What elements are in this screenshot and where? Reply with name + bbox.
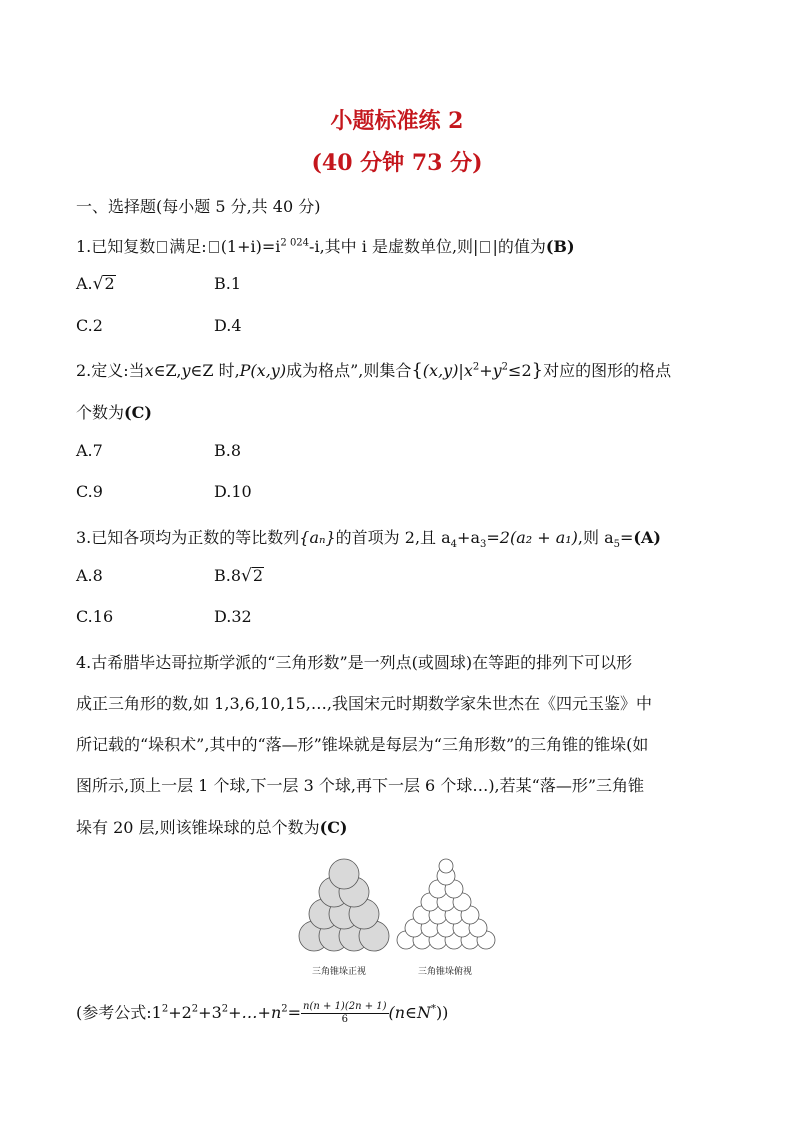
q3-text: 3.已知各项均为正数的等比数列 [76,528,300,547]
q2-option-a: A.7 [76,441,103,460]
formula-text: +2 [168,1003,192,1022]
ball-icon [329,859,359,889]
q3-option-b [214,566,264,586]
question-3 [76,525,661,551]
q3-option-d: D.32 [214,607,252,626]
q2-text: ∈Z 时, [190,361,240,380]
question-2-cont [76,400,152,423]
q2-answer: (C) [124,403,152,422]
formula-text: (n∈N [388,1003,431,1022]
q1-option-a-label: A. [76,274,93,293]
q2-set: +y [479,361,502,380]
fraction-numerator: n(n + 1)(2n + 1) [303,1001,387,1012]
q1-text: 满足: [169,237,207,256]
placeholder-box-icon [209,241,219,253]
formula-sup: * [430,1003,436,1015]
caption-front-view: 三角锥垛正视 [312,967,367,977]
q2-sup: 2 [501,361,509,373]
fraction-denominator: 6 [341,1014,348,1025]
top-view-pyramid [397,859,495,949]
sqrt-icon: √ [241,566,252,586]
q1-text: 的值为 [497,237,546,256]
q3-text: ,则 a [577,528,614,547]
q4-answer: (C) [319,818,348,837]
q2-sup: 2 [472,361,480,373]
q3-seq: {aₙ} [299,528,336,547]
q1-option-a-radicand: 2 [104,274,115,293]
q3-option-a: A.8 [76,566,103,585]
q1-answer: (B) [545,237,575,256]
front-view-pyramid [299,859,389,951]
page-title: 小题标准练 2 [330,108,464,134]
q3-option-b-radicand: 2 [252,566,264,585]
q2-text: 个数为 [76,403,125,422]
q2-var: y [181,361,191,380]
q1-option-c: C.2 [76,316,103,335]
placeholder-box-icon [157,241,167,253]
q2-set: ≤2 [508,361,532,380]
q1-text: -i,其中 i 是虚数单位,则 [309,237,474,256]
pyramid-illustration [294,858,510,958]
question-4-line-2: 成正三角形的数,如 1,3,6,10,15,…,我国宋元时期数学家朱世杰在《四元玉鉴》中 [76,694,652,713]
sqrt-icon: √ [92,274,104,294]
formula-text: +3 [198,1003,222,1022]
q2-text: 对应的图形的格点 [543,361,672,380]
q3-sub: 5 [613,539,621,551]
question-4-line-4: 图所示,顶上一层 1 个球,下一层 3 个球,再下一层 6 个球…),若某“落—形”三角锥 [76,776,645,795]
formula-sup: 2 [221,1003,229,1015]
q4-text: 垛有 20 层,则该锥垛球的总个数为 [76,818,320,837]
q1-text: 1.已知复数 [76,237,156,256]
caption-top-view: 三角锥垛俯视 [418,967,473,977]
q2-brace: } [531,360,544,381]
q2-text: 2.定义:当 [76,361,145,380]
question-1: 1.已知复数 满足: $(1+i)=i^{2 024}-i$,其中 i 是虚数单位,则| |的值为(B) [76,237,575,256]
q2-brace: { [411,360,423,381]
q3-sub: 4 [450,539,458,551]
q3-text: +a [457,528,480,547]
q3-expr: =2(a₂ + a₁) [486,528,578,547]
q3-text: 的首项为 2,且 a [335,528,451,547]
q2-text: ∈Z, [153,361,182,380]
q3-text: = [620,528,634,547]
formula-text: )) [435,1003,449,1022]
question-4-line-1: 4.古希腊毕达哥拉斯学派的“三角形数”是一列点(或圆球)在等距的排列下可以形 [76,653,633,672]
q1-option-d: D.4 [214,316,242,335]
q2-set: (x,y)|x [422,361,473,380]
q3-option-b-label: B.8 [214,566,242,585]
formula-sup: 2 [161,1003,169,1015]
formula-text: = [287,1003,302,1022]
q1-option-a [76,274,116,294]
formula-sup: 2 [281,1003,288,1015]
q3-option-c: C.16 [76,607,114,626]
q2-option-c: C.9 [76,482,103,501]
pyramid-figure [294,858,510,978]
formula-text: +…+n [228,1003,282,1022]
q2-option-b: B.8 [214,441,242,460]
q2-option-d: D.10 [214,482,252,501]
q1-option-b: B.1 [214,274,242,293]
q3-sub: 3 [479,539,487,551]
formula-sup: 2 [191,1003,199,1015]
q1-exponent: 2 024 [280,237,310,249]
q2-text: 成为格点”,则集合 [286,361,412,380]
q3-answer: (A) [633,528,661,547]
question-4-line-5 [76,815,348,838]
formula-fraction [301,1001,389,1026]
q1-text: (1+i)=i [220,237,281,256]
reference-formula [76,1000,448,1026]
question-4-line-3: 所记载的“垛积术”,其中的“落—形”锥垛就是每层为“三角形数”的三角锥的锥垛(如 [76,735,649,754]
q2-var: x [144,361,154,380]
q2-var: P(x,y) [239,361,287,380]
placeholder-box-icon [480,241,490,253]
formula-text: (参考公式:1 [76,1003,162,1022]
page-subtitle: (40 分钟 73 分) [311,150,483,176]
section-heading: 一、选择题(每小题 5 分,共 40 分) [76,197,321,216]
question-2 [76,358,671,381]
